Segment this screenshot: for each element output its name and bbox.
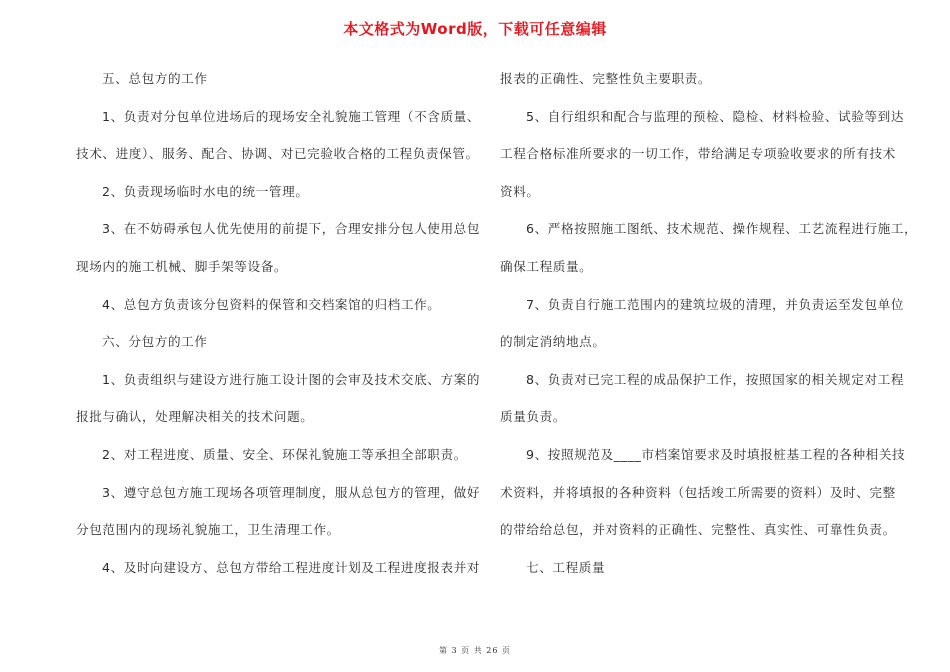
text-line: 质量负责。 (500, 409, 566, 425)
text-line: 五、总包方的工作 (102, 71, 208, 86)
right-text-column (500, 60, 918, 586)
text-line: 确保工程质量。 (500, 258, 593, 274)
text-line: 六、分包方的工作 (102, 334, 208, 350)
left-text-column (76, 60, 481, 586)
text-line: 6、严格按照施工图纸、技术规范、操作规程、工艺流程进行施工， (526, 221, 918, 237)
text-line: 技术、进度）、服务、配合、协调、对已完验收合格的工程负责保管。 (76, 146, 479, 162)
text-line: 1、负责对分包单位进场后的现场安全礼貌施工管理（不含质量、 (102, 108, 481, 124)
text-line: 4、及时向建设方、总包方带给工程进度计划及工程进度报表并对 (102, 559, 481, 575)
text-line: 七、工程质量 (526, 559, 606, 575)
word-format-banner: 本文格式为Word版，下载可任意编辑 (343, 20, 607, 38)
text-line: 8、负责对已完工程的成品保护工作，按照国家的相关规定对工程 (526, 371, 905, 387)
text-line: 资料。 (500, 183, 540, 199)
text-line: 7、负责自行施工范围内的建筑垃圾的清理，并负责运至发包单位 (526, 296, 905, 312)
text-line: 3、在不妨碍承包人优先使用的前提下，合理安排分包人使用总包 (102, 221, 481, 237)
text-line: 报表的正确性、完整性负主要职责。 (500, 71, 712, 86)
text-line: 现场内的施工机械、脚手架等设备。 (76, 258, 288, 274)
text-line: 分包范围内的现场礼貌施工，卫生清理工作。 (76, 522, 340, 538)
text-line: 的制定消纳地点。 (500, 334, 606, 350)
text-line: 5、自行组织和配合与监理的预检、隐检、材料检验、试验等到达 (526, 108, 905, 124)
text-line: 工程合格标准所要求的一切工作，带给满足专项验收要求的所有技术 (500, 146, 896, 162)
text-line: 的带给给总包，并对资料的正确性、完整性、真实性、可靠性负责。 (500, 522, 896, 538)
text-line: 3、遵守总包方施工现场各项管理制度，服从总包方的管理，做好 (102, 484, 481, 500)
text-line: 术资料，并将填报的各种资料（包括竣工所需要的资料）及时、完整 (500, 484, 896, 500)
text-line: 2、对工程进度、质量、安全、环保礼貌施工等承担全部职责。 (102, 446, 467, 462)
text-line: 9、按照规范及____市档案馆要求及时填报桩基工程的各种相关技 (526, 446, 906, 462)
text-line: 2、负责现场临时水电的统一管理。 (102, 183, 309, 199)
page-number-footer: 第 3 页 共 26 页 (439, 646, 511, 655)
text-line: 报批与确认，处理解决相关的技术问题。 (76, 409, 314, 425)
text-line: 1、负责组织与建设方进行施工设计图的会审及技术交底、方案的 (102, 371, 481, 387)
text-line: 4、总包方负责该分包资料的保管和交档案馆的归档工作。 (102, 296, 441, 312)
